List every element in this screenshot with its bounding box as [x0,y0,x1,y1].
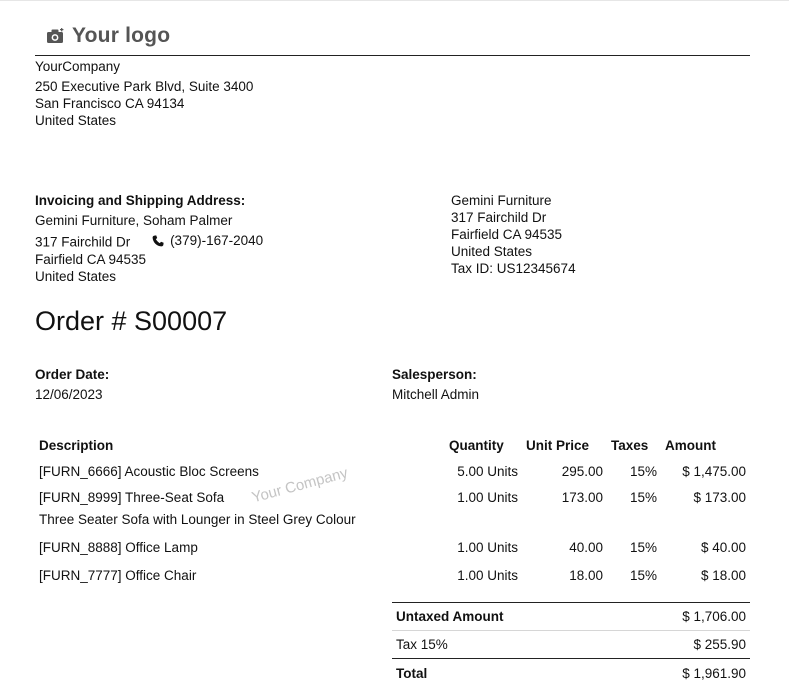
row-amount: $ 40.00 [700,540,746,555]
table-row [35,566,750,594]
row-unit-price: 18.00 [569,568,603,583]
top-border [0,0,789,1]
row-unit-price: 40.00 [569,540,603,555]
table-row [35,538,750,566]
row-quantity: 1.00 Units [457,568,518,583]
company-logo [46,24,170,48]
salesperson-label: Salesperson: [392,367,477,382]
table-row [35,490,750,510]
row-quantity: 1.00 Units [457,540,518,555]
tax-label: Tax 15% [396,637,448,652]
invoicing-city: Fairfield CA 94535 [35,251,147,267]
row-taxes: 15% [629,490,657,505]
table-row [35,462,750,490]
table-row-note [35,510,750,538]
invoicing-heading: Invoicing and Shipping Address: [35,193,246,208]
header-description: Description [39,437,114,453]
row-amount: $ 18.00 [700,568,746,583]
company-address-line2: San Francisco CA 94134 [35,96,185,111]
invoicing-street: 317 Fairchild Dr [35,234,131,250]
company-address [35,58,253,129]
row-description: [FURN_6666] Acoustic Bloc Screens [39,464,259,479]
untaxed-amount: $ 1,706.00 [682,609,746,624]
invoicing-address [35,192,263,285]
tax-amount: $ 255.90 [693,637,746,652]
order-lines-table [35,436,750,594]
phone-icon [152,235,164,247]
watermark: Your Company [250,464,350,507]
table-header-row [35,436,750,462]
row-description: [FURN_7777] Office Chair [39,568,197,583]
customer-city: Fairfield CA 94535 [451,227,563,242]
company-address-line1: 250 Executive Park Blvd, Suite 3400 [35,79,254,94]
header-amount: Amount [665,437,716,453]
logo-text: Your logo [72,24,171,47]
order-date-section [35,366,109,403]
customer-name: Gemini Furniture [451,193,552,208]
invoicing-phone [152,232,263,249]
company-country: United States [35,113,117,128]
customer-address [451,192,576,277]
order-date: 12/06/2023 [35,387,103,402]
row-description-detail: Three Seater Sofa with Lounger in Steel Grey Colour [39,512,356,527]
order-title: Order # S00007 [35,306,228,336]
total-label: Total [396,665,428,681]
row-amount: $ 1,475.00 [682,464,746,479]
row-description: [FURN_8888] Office Lamp [39,540,198,555]
company-name: YourCompany [35,59,121,74]
order-date-label: Order Date: [35,367,110,382]
row-unit-price: 173.00 [561,490,603,505]
row-description: [FURN_8999] Three-Seat Sofa [39,490,225,505]
total-row [392,659,750,687]
tax-row [392,631,750,658]
row-unit-price: 295.00 [561,464,603,479]
camera-icon [46,28,64,44]
customer-country: United States [451,244,533,259]
salesperson-name: Mitchell Admin [392,387,480,402]
header-divider [35,55,750,56]
totals-section [392,602,750,687]
header-unit-price: Unit Price [526,437,590,453]
salesperson-section [392,366,479,403]
invoicing-phone-number: (379)-167-2040 [170,233,264,248]
untaxed-label: Untaxed Amount [396,609,504,624]
invoicing-name: Gemini Furniture, Soham Palmer [35,213,233,228]
customer-tax-id: Tax ID: US12345674 [451,261,576,276]
row-quantity: 5.00 Units [457,464,518,479]
row-taxes: 15% [629,568,657,583]
header-taxes: Taxes [611,437,649,453]
untaxed-row [392,603,750,630]
row-quantity: 1.00 Units [457,490,518,505]
invoicing-country: United States [35,268,117,284]
customer-street: 317 Fairchild Dr [451,210,547,225]
row-amount: $ 173.00 [693,490,746,505]
row-taxes: 15% [629,464,657,479]
header-quantity: Quantity [449,437,504,453]
row-taxes: 15% [629,540,657,555]
total-amount: $ 1,961.90 [682,665,746,681]
